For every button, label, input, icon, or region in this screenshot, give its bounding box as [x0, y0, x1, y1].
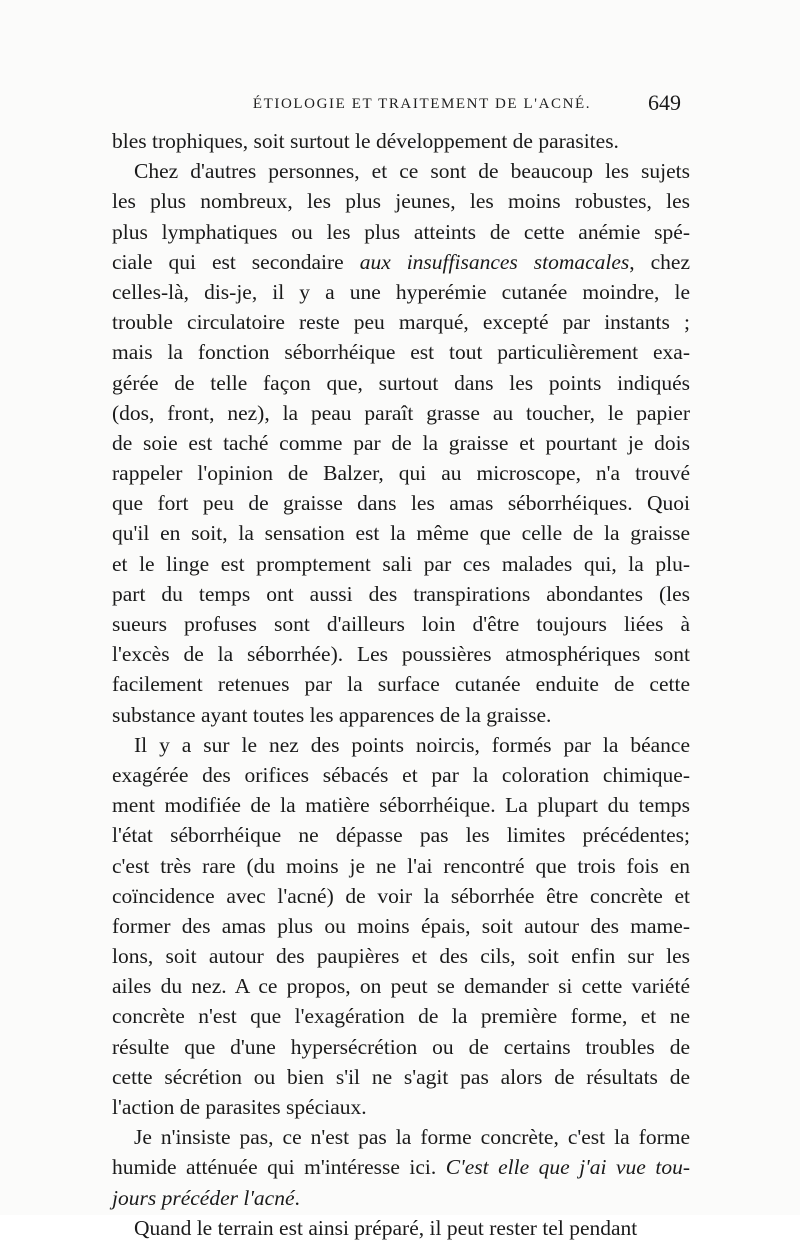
text-line: l'excès de la séborrhée). Les poussières atmosphériques sont — [112, 642, 690, 667]
text-line: sueurs profuses sont d'ailleurs loin d'être toujours liées à — [112, 612, 690, 636]
text-line — [112, 247, 690, 277]
text-line: plus lymphatiques ou les plus atteints de cette anémie spé- — [112, 219, 690, 244]
text-line: Je n'insiste pas, ce n'est pas la forme concrète, c'est la forme — [134, 1125, 690, 1150]
text-line: Il y a sur le nez des points noircis, formés par la béance — [134, 732, 690, 757]
text-line: exagérée des orifices sébacés et par la coloration chimique- — [112, 762, 690, 787]
text-line-italic: C'est elle que j'ai vue tou- — [445, 1155, 690, 1180]
text-line-italic: jours précéder l'acné — [112, 1185, 295, 1210]
text-line — [112, 1183, 690, 1213]
text-line: coïncidence avec l'acné) de voir la séborrhée être concrète et — [112, 883, 690, 908]
text-line: de soie est taché comme par de la graisse et pourtant je dois — [112, 430, 690, 455]
text-line: part du temps ont aussi des transpirations abondantes (les — [112, 581, 690, 606]
text-line: facilement retenues par la surface cutanée enduite de cette — [112, 672, 690, 697]
text-line: et le linge est promptement sali par ces malades qui, la plu- — [112, 551, 690, 576]
text-line: résulte que d'une hypersécrétion ou de certains troubles de — [112, 1034, 690, 1059]
text-line: les plus nombreux, les plus jeunes, les moins robustes, les — [112, 189, 690, 214]
text-line: former des amas plus ou moins épais, soit autour des mame- — [112, 913, 690, 938]
text-line: substance ayant toutes les apparences de la graisse. — [112, 702, 552, 727]
text-line: ment modifiée de la matière séborrhéique. La plupart du temps — [112, 793, 690, 818]
text-line: bles trophiques, soit surtout le développement de parasites. — [112, 129, 619, 153]
text-line: que fort peu de graisse dans les amas séborrhéiques. Quoi — [112, 491, 690, 516]
running-title: ÉTIOLOGIE ET TRAITEMENT DE L'ACNÉ. — [252, 96, 592, 112]
text-line: Quand le terrain est ainsi préparé, il peut rester tel pendant — [134, 1215, 638, 1240]
text-line: cette sécrétion ou bien s'il ne s'agit pas alors de résultats de — [112, 1064, 690, 1089]
text-line-italic: aux insuffisances stomacales — [359, 249, 630, 274]
text-line: concrète n'est que l'exagération de la première forme, et ne — [112, 1004, 690, 1029]
text-line: gérée de telle façon que, surtout dans les points indiqués — [112, 370, 690, 395]
text-line: qu'il en soit, la sensation est la même que celle de la graisse — [112, 521, 690, 546]
text-line: Chez d'autres personnes, et ce sont de beaucoup les sujets — [134, 159, 690, 184]
text-line: (dos, front, nez), la peau paraît grasse au toucher, le papier — [112, 400, 690, 425]
text-line: celles-là, dis-je, il y a une hyperémie cutanée moindre, le — [112, 279, 690, 304]
text-line-roman: humide atténuée qui m'intéresse ici. — [112, 1155, 446, 1180]
page-number: 649 — [648, 90, 681, 115]
text-line: ailes du nez. A ce propos, on peut se demander si cette variété — [112, 974, 690, 999]
text-line — [112, 1152, 690, 1182]
text-line: l'état séborrhéique ne dépasse pas les limites précédentes; — [112, 823, 690, 848]
text-line: lons, soit autour des paupières et des cils, soit enfin sur les — [112, 944, 690, 969]
text-line: c'est très rare (du moins je ne l'ai rencontré que trois fois en — [112, 853, 690, 878]
text-line-roman: , chez — [629, 249, 690, 274]
text-line: rappeler l'opinion de Balzer, qui au microscope, n'a trouvé — [112, 461, 690, 486]
text-line: l'action de parasites spéciaux. — [112, 1095, 367, 1119]
text-line: trouble circulatoire reste peu marqué, excepté par instants ; — [112, 310, 690, 335]
text-line: mais la fonction séborrhéique est tout particulièrement exa- — [112, 340, 690, 365]
running-head — [0, 90, 800, 126]
text-line-roman: ciale qui est secondaire — [112, 249, 360, 274]
text-line-roman: . — [294, 1185, 300, 1210]
body-text — [112, 126, 690, 1243]
